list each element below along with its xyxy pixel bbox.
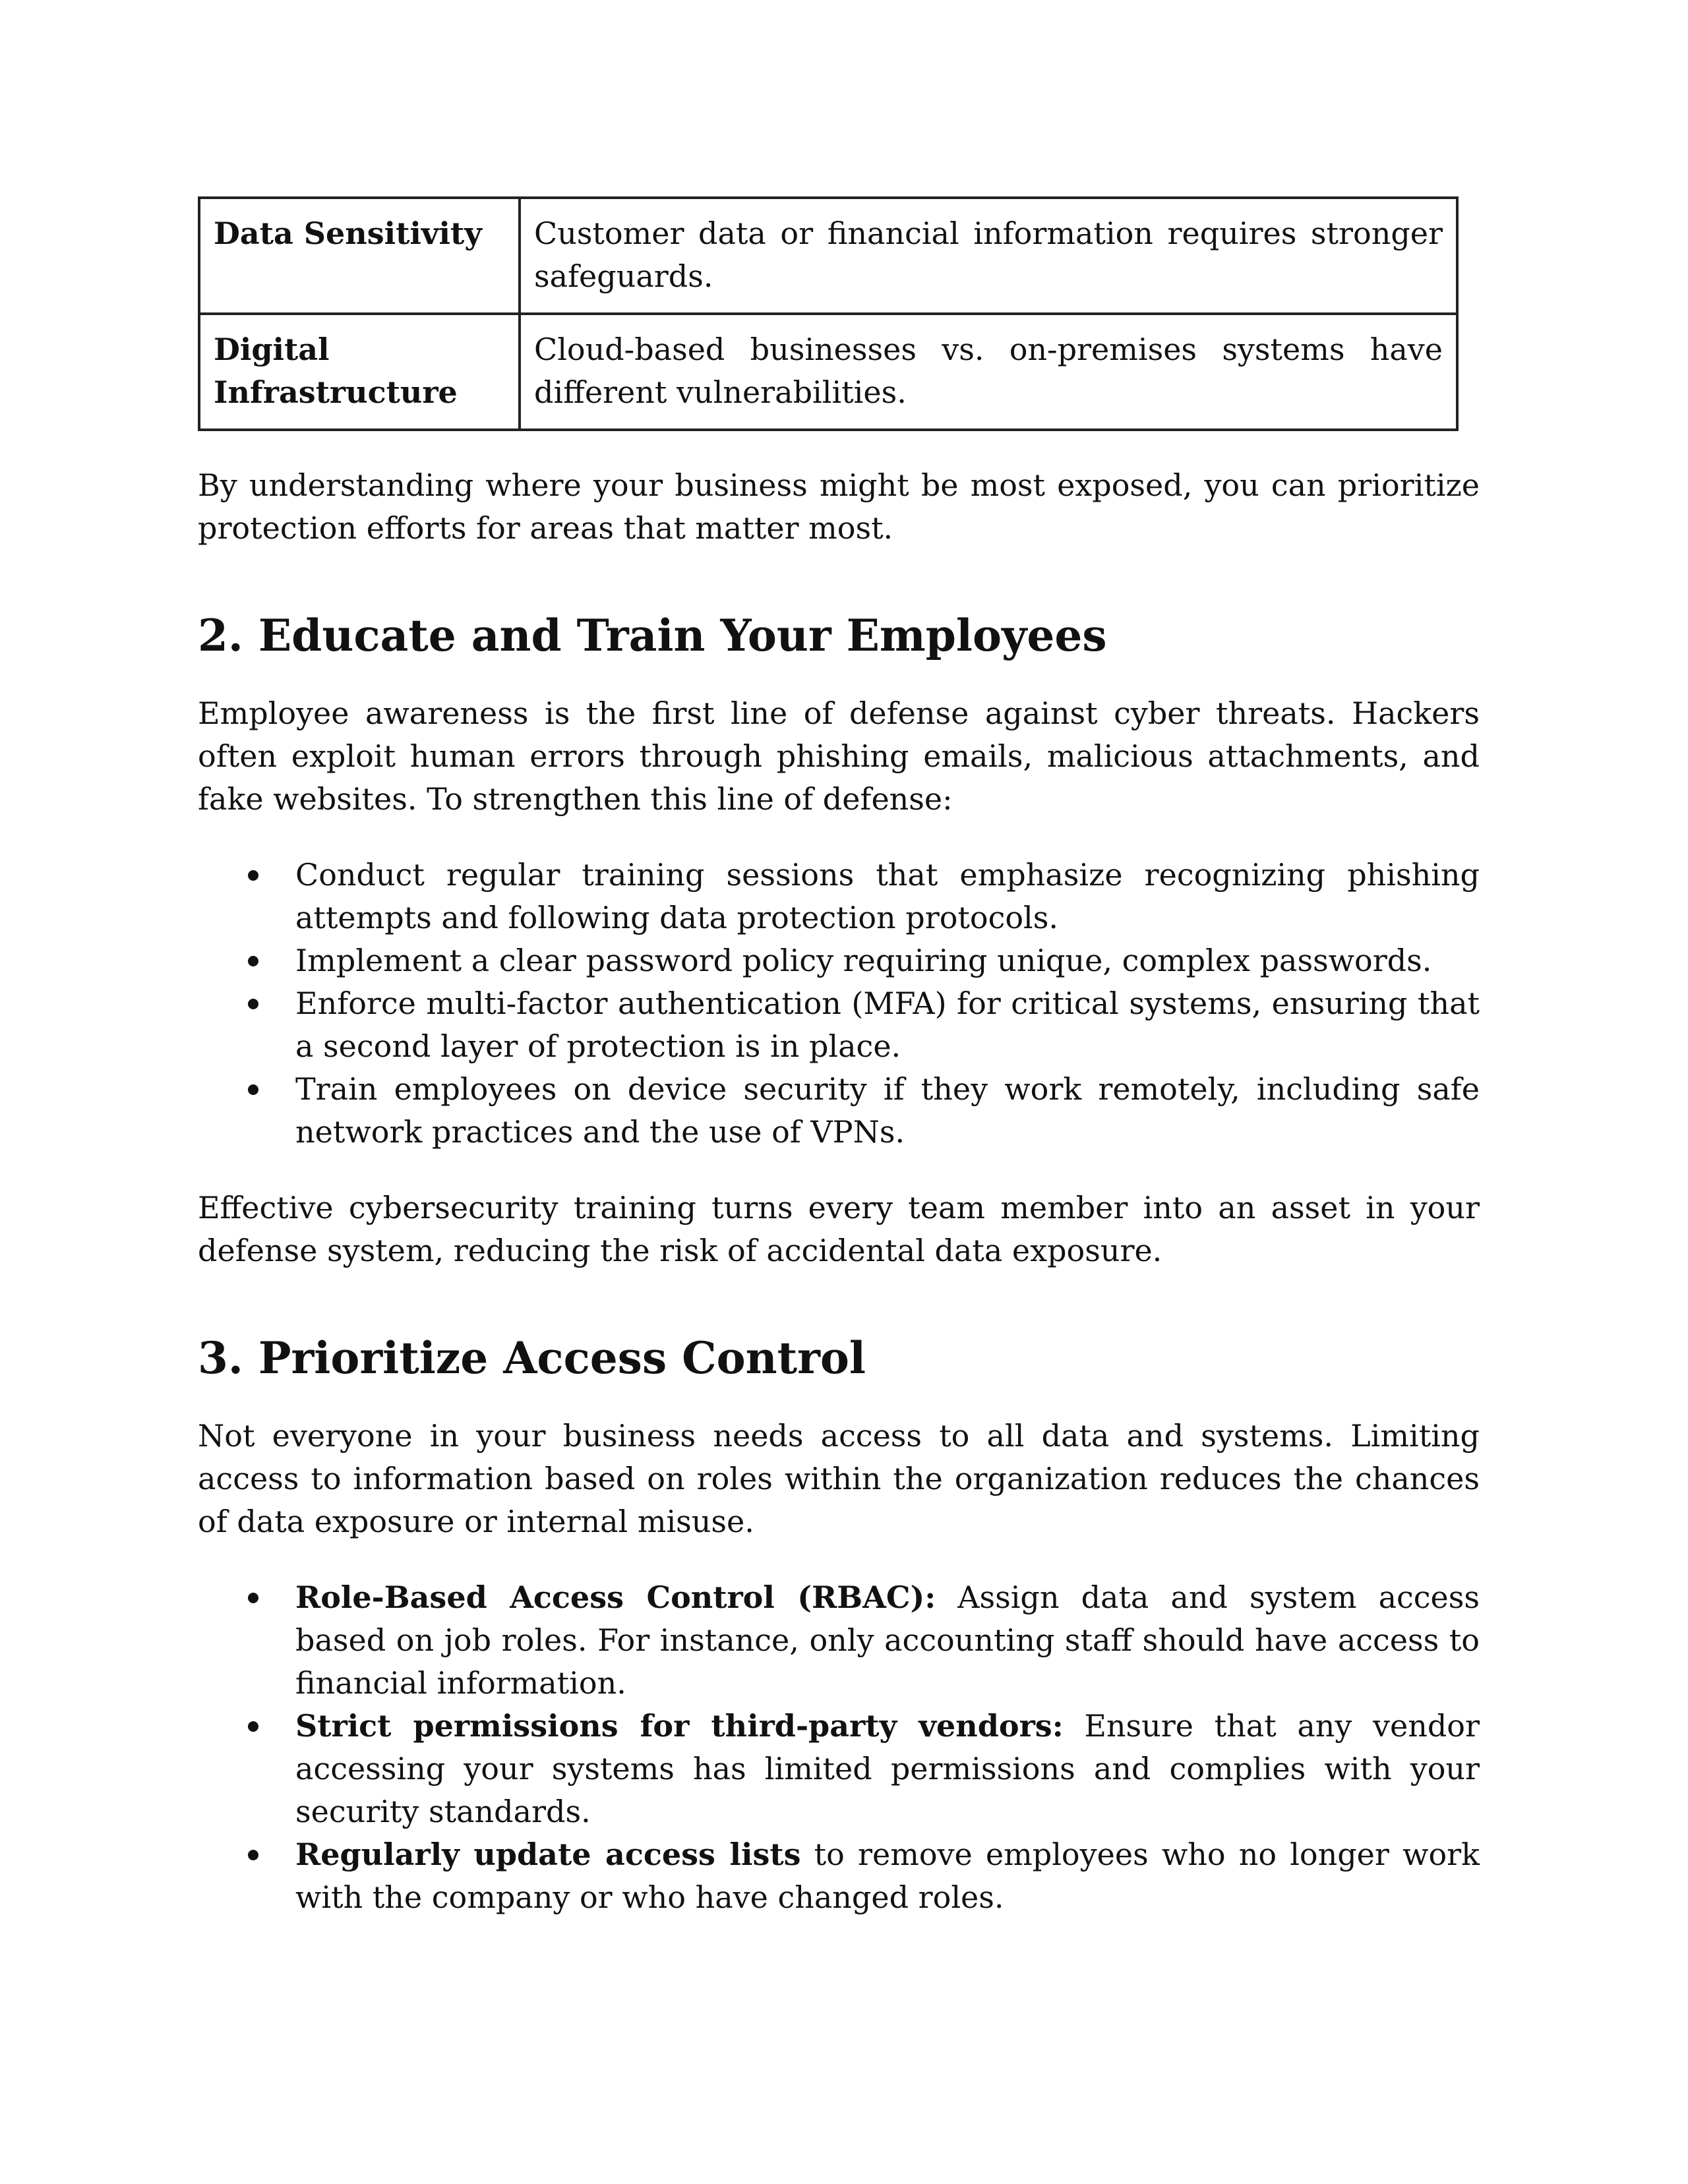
list-item-text: Enforce multi-factor authentication (MFA) for critical systems, ensuring that a second layer of protection is in place. [295, 986, 1480, 1064]
paragraph-access-intro: Not everyone in your business needs access to all data and systems. Limiting access to information based on roles within the organization reduces the chances of data exposure or internal misuse. [198, 1418, 1480, 1539]
list-item-text: Train employees on device security if they work remotely, including safe network practices and the use of VPNs. [295, 1071, 1480, 1150]
list-item-bold-lead: Role-Based Access Control (RBAC): [295, 1579, 936, 1615]
list-item-text: Implement a clear password policy requiring unique, complex passwords. [295, 943, 1432, 978]
list-item [295, 1068, 1480, 1154]
table-row [199, 198, 1457, 314]
bullet-icon [248, 870, 258, 881]
table-row [199, 314, 1457, 430]
list-item [295, 1833, 1480, 1919]
section-heading-access-control: 3. Prioritize Access Control [198, 1332, 866, 1384]
bullet-icon [248, 1850, 258, 1860]
list-item-bold-lead: Strict permissions for third-party vendors: [295, 1708, 1064, 1744]
paragraph-exposure-summary: By understanding where your business might be most exposed, you can prioritize protection efforts for areas that matter most. [198, 467, 1480, 546]
paragraph-training-summary: Effective cybersecurity training turns every team member into an asset in your defense system, reducing the risk of accidental data exposure. [198, 1190, 1480, 1268]
bullet-icon [248, 956, 258, 966]
list-item [295, 982, 1480, 1068]
access-control-bullet-list [198, 1576, 1480, 1919]
list-item-bold-lead: Regularly update access lists [295, 1837, 801, 1872]
table-cell-term: Digital Infrastructure [199, 314, 520, 430]
list-item [295, 1576, 1480, 1705]
list-item-text: Assign data and system access based on job roles. For instance, only accounting staff should have access to financial information. [295, 1579, 1480, 1701]
list-item [295, 939, 1480, 982]
bullet-icon [248, 1593, 258, 1603]
list-item-text: Conduct regular training sessions that emphasize recognizing phishing attempts and following data protection protocols. [295, 857, 1480, 935]
section-heading-train-employees: 2. Educate and Train Your Employees [198, 610, 1107, 661]
list-item [295, 854, 1480, 939]
document-page [198, 196, 1480, 1919]
bullet-icon [248, 1721, 258, 1732]
list-item-text: Ensure that any vendor accessing your systems has limited permissions and complies with your security standards. [295, 1708, 1480, 1829]
table-cell-description: Cloud-based businesses vs. on-premises systems have different vulnerabilities. [520, 314, 1457, 430]
paragraph-employee-awareness: Employee awareness is the first line of defense against cyber threats. Hackers often exploit human errors through phishing emails, malicious attachments, and fake websites. To strengthen this line of defense: [198, 695, 1480, 817]
table-cell-term: Data Sensitivity [199, 198, 520, 314]
bullet-icon [248, 1084, 258, 1095]
table-cell-description: Customer data or financial information requires stronger safeguards. [520, 198, 1457, 314]
risk-factors-table [198, 196, 1459, 431]
bullet-icon [248, 999, 258, 1009]
list-item [295, 1705, 1480, 1833]
training-bullet-list [198, 854, 1480, 1154]
list-item-text: to remove employees who no longer work with the company or who have changed roles. [295, 1837, 1480, 1915]
